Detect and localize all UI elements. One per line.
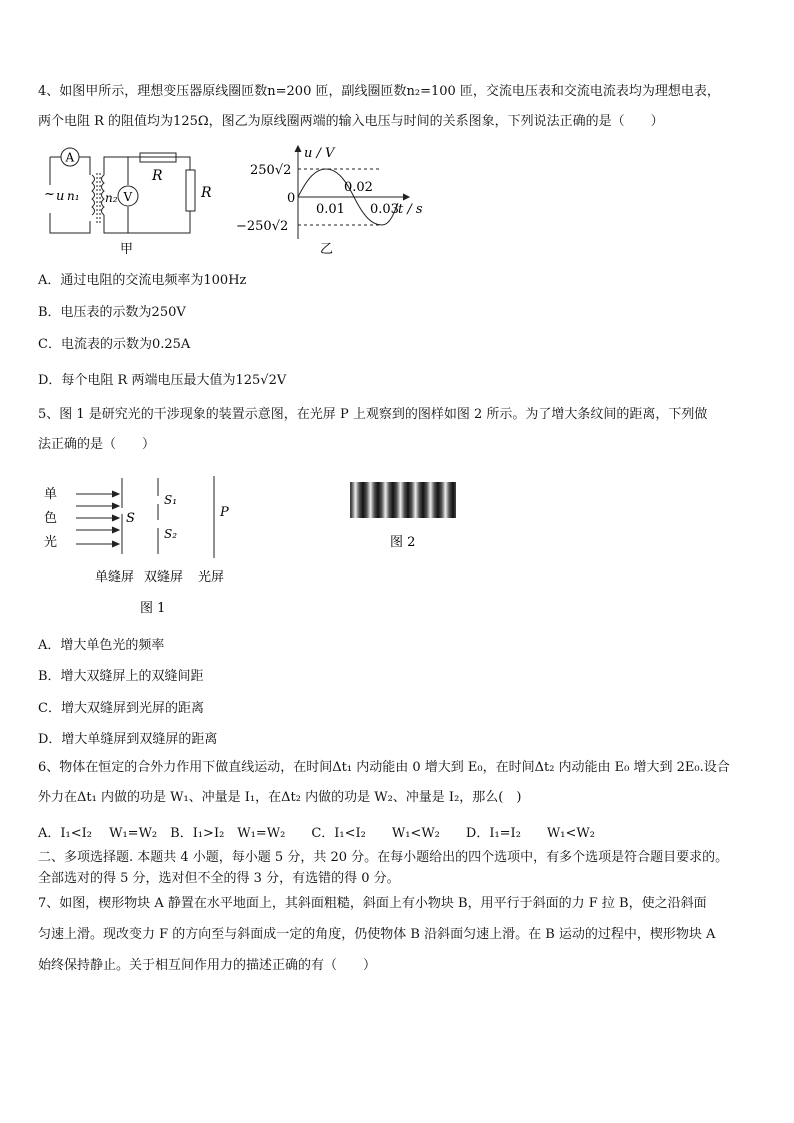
q5-stem-line1: 5、图 1 是研究光的干涉现象的装置示意图，在光屏 P 上观察到的图样如图 2 所示。为了增大条纹间的距离，下列做	[38, 407, 708, 422]
q5-option-c[interactable]: C．增大双缝屏到光屏的距离	[38, 701, 204, 716]
figure-2-caption: 图 2	[390, 535, 416, 550]
q4-figure-yi	[232, 143, 432, 258]
slit-s-label: S	[126, 511, 135, 526]
interference-fringe-pattern	[350, 482, 456, 518]
q4-option-c[interactable]: C．电流表的示数为0.25A	[38, 337, 191, 352]
light-label-1: 单	[44, 487, 58, 502]
section2-heading-line2: 全部选对的得 5 分，选对但不全的得 3 分，有选错的得 0 分。	[38, 871, 400, 886]
ymax-label: 250√2	[250, 163, 292, 178]
single-slit-screen-label: 单缝屏	[95, 570, 135, 585]
q6-options[interactable]: A．I₁<I₂ W₁=W₂ B．I₁>I₂ W₁=W₂ C．I₁<I₂ W₁<W₂ D．I₁=I₂ W₁<W₂	[38, 826, 595, 841]
t3-label: 0.03	[370, 202, 399, 217]
y-axis-label: u / V	[304, 146, 335, 161]
q4-figure-jia	[40, 145, 230, 257]
voltmeter-label: V	[123, 190, 133, 204]
section2-heading-line1: 二、多项选择题. 本题共 4 小题，每小题 5 分，共 20 分。在每小题给出的四个选项中，有多个选项是符合题目要求的。	[38, 850, 729, 865]
screen-p-label: P	[220, 505, 229, 520]
light-screen-label: 光屏	[198, 570, 225, 585]
source-label: u	[56, 189, 65, 204]
ac-source-icon: ~	[44, 187, 55, 202]
q7-stem-line1: 7、如图，楔形物块 A 静置在水平地面上，其斜面粗糙，斜面上有小物块 B，用平行于斜面的力 F 拉 B，使之沿斜面	[38, 896, 707, 911]
figure-1-caption: 图 1	[140, 601, 166, 616]
resistor-label-top: R	[152, 168, 163, 184]
q4-stem-line2: 两个电阻 R 的阻值均为125Ω，图乙为原线圈两端的输入电压与时间的关系图象，下列说法正确的是（ ）	[38, 114, 664, 129]
ymin-label: −250√2	[236, 219, 289, 234]
slit-s2-label: S₂	[164, 527, 178, 541]
double-slit-screen-label: 双缝屏	[144, 570, 184, 585]
q5-option-a[interactable]: A．增大单色光的频率	[38, 638, 165, 653]
t2-label: 0.02	[344, 180, 373, 195]
n1-label: n₁	[67, 189, 80, 203]
q4-option-d[interactable]: D．每个电阻 R 两端电压最大值为125√2V	[38, 373, 287, 388]
n2-label: n₂	[105, 191, 118, 205]
q4-option-b[interactable]: B．电压表的示数为250V	[38, 305, 186, 320]
q5-option-b[interactable]: B．增大双缝屏上的双缝间距	[38, 669, 204, 684]
origin-label: 0	[287, 191, 296, 206]
q7-stem-line3: 始终保持静止。关于相互间作用力的描述正确的有（ ）	[38, 958, 377, 973]
figure-jia-caption: 甲	[120, 242, 134, 257]
ammeter-label: A	[65, 150, 75, 165]
slit-s1-label: S₁	[164, 493, 178, 507]
q4-option-a[interactable]: A．通过电阻的交流电频率为100Hz	[38, 273, 247, 288]
q5-figure-1	[40, 474, 240, 620]
q6-stem-line2: 外力在Δt₁ 内做的功是 W₁、冲量是 I₁，在Δt₂ 内做的功是 W₂、冲量是 I₂，那么( )	[38, 790, 522, 805]
figure-yi-caption: 乙	[320, 242, 334, 257]
q4-stem-line1: 4、如图甲所示，理想变压器原线圈匝数n=200 匝，副线圈匝数n₂=100 匝，交流电压表和交流电流表均为理想电表，	[38, 84, 720, 99]
q6-stem-line1: 6、物体在恒定的合外力作用下做直线运动，在时间Δt₁ 内动能由 0 增大到 E₀，在时间Δt₂ 内动能由 E₀ 增大到 2E₀.设合	[38, 760, 730, 775]
x-axis-label: t / s	[398, 202, 423, 217]
q7-stem-line2: 匀速上滑。现改变力 F 的方向至与斜面成一定的角度，仍使物体 B 沿斜面匀速上滑。在 B 运动的过程中，楔形物块 A	[38, 927, 716, 942]
resistor-label-right: R	[201, 185, 212, 201]
q5-stem-line2: 法正确的是（ ）	[38, 437, 156, 452]
t1-label: 0.01	[316, 202, 345, 217]
light-label-3: 光	[44, 535, 58, 550]
q5-figure-2	[348, 480, 458, 552]
q5-option-d[interactable]: D．增大单缝屏到双缝屏的距离	[38, 732, 218, 747]
light-label-2: 色	[44, 511, 58, 526]
